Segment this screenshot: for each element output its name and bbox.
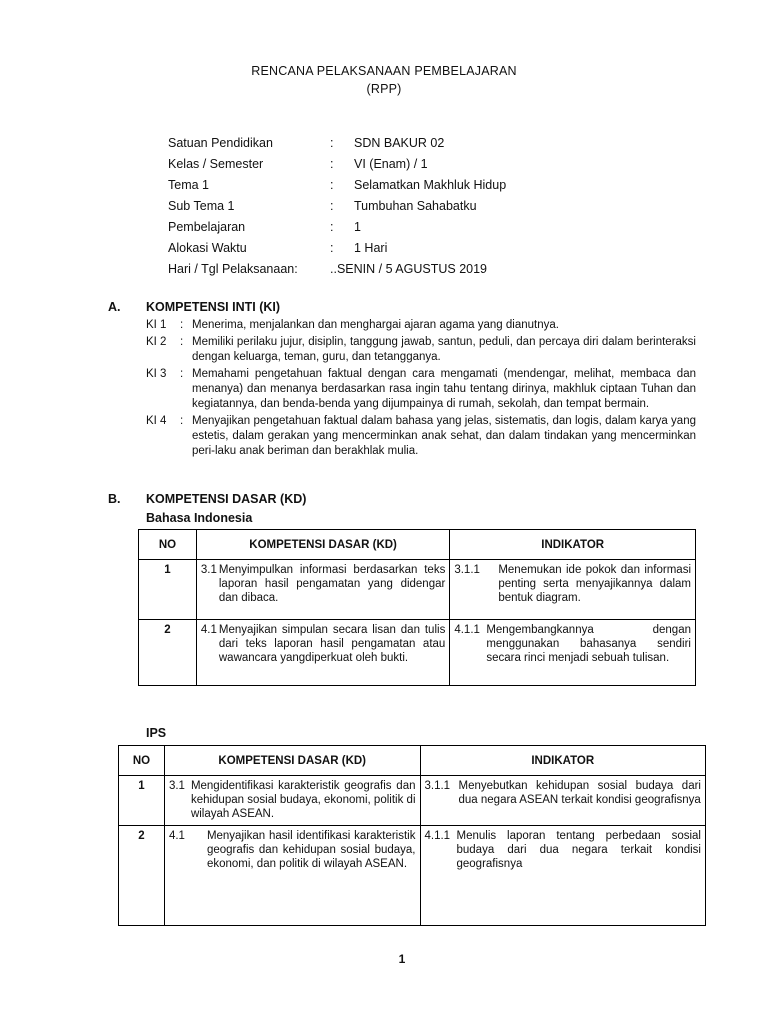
ki-code: KI 1 [146, 319, 167, 331]
ki-list [146, 318, 696, 459]
identity-value: 1 [354, 220, 361, 234]
document-subtitle: (RPP) [366, 82, 402, 96]
header-no: NO [119, 746, 165, 776]
ind-code: 4.1.1 [424, 830, 451, 842]
cell-kd [196, 620, 449, 686]
ki-text: Menerima, menjalankan dan menghargai ajaran agama yang dianutnya. [192, 319, 559, 331]
identity-label: Pembelajaran [168, 220, 246, 234]
ki-text: Memahami pengetahuan faktual dengan cara mengamati (mendengar, melihat, membaca dan menanya) dan menanya berdasarkan rasa ingin tahu tentang dirinya, makhluk ciptaan Tuhan dan kegiatannya, dan benda-benda yang dijumpainya di rumah, sekolah, dan tempat bermain. [192, 368, 696, 410]
ki-sep: : [180, 415, 184, 427]
identity-label: Hari / Tgl Pelaksanaan: [168, 262, 298, 276]
header-indikator: INDIKATOR [450, 530, 696, 560]
section-a-heading: KOMPETENSI INTI (KI) [146, 300, 281, 314]
identity-value: Selamatkan Makhluk Hidup [354, 178, 507, 192]
header-kd: KOMPETENSI DASAR (KD) [196, 530, 449, 560]
ki-text: Menyajikan pengetahuan faktual dalam bahasa yang jelas, sistematis, dan logis, dalam karya yang estetis, dalam gerakan yang mencerminkan anak sehat, dan dalam tindakan yang mencerminkan peri-laku anak beriman dan berakhlak mulia. [192, 415, 696, 457]
header-kd: KOMPETENSI DASAR (KD) [164, 746, 420, 776]
identity-value: SDN BAKUR 02 [354, 136, 445, 150]
section-b-letter: B. [108, 492, 121, 506]
identity-label: Tema 1 [168, 178, 209, 192]
kd-table-ips [118, 745, 706, 926]
identity-label: Sub Tema 1 [168, 199, 235, 213]
identity-sep: : [330, 178, 334, 192]
kd-text: Menyimpulkan informasi berdasarkan teks laporan hasil pengamatan yang didengar dan dibaca. [218, 564, 446, 604]
identity-value: 1 Hari [354, 241, 388, 255]
section-b-heading: KOMPETENSI DASAR (KD) [146, 492, 307, 506]
ki-item [146, 335, 696, 365]
kd-text: Mengidentifikasi karakteristik geografis dan kehidupan sosial budaya, ekonomi, politik di wilayah ASEAN. [190, 780, 416, 820]
subject-name-bahasa-indonesia: Bahasa Indonesia [146, 511, 253, 525]
subject-name-ips: IPS [146, 726, 167, 740]
ki-code: KI 3 [146, 368, 167, 380]
cell-indikator [450, 560, 696, 620]
identity-sep: : [330, 220, 334, 234]
kd-table-bahasa-indonesia [138, 529, 696, 686]
ki-item [146, 318, 696, 333]
ind-text: Menulis laporan tentang perbedaan sosial budaya dari dua negara terkait kondisi geografisnya [456, 830, 701, 870]
cell-no: 1 [139, 560, 197, 620]
cell-indikator [450, 620, 696, 686]
header-indikator: INDIKATOR [420, 746, 706, 776]
kd-text: Menyajikan hasil identifikasi karakteristik geografis dan kehidupan sosial budaya, ekonomi, dan politik di wilayah ASEAN. [206, 830, 416, 870]
table-row [119, 826, 706, 926]
ind-text: Mengembangkannya dengan menggunakan bahasanya sendiri secara rinci menjadi sebuah tulisan. [486, 624, 691, 664]
ki-code: KI 2 [146, 336, 167, 348]
kd-code: 3.1 [168, 780, 185, 792]
table-row [119, 776, 706, 826]
identity-value: Tumbuhan Sahabatku [354, 199, 477, 213]
cell-indikator [420, 826, 706, 926]
ki-item [146, 367, 696, 412]
identity-label: Alokasi Waktu [168, 241, 247, 255]
document-title: RENCANA PELAKSANAAN PEMBELAJARAN [251, 64, 517, 78]
identity-label: Satuan Pendidikan [168, 136, 273, 150]
ki-sep: : [180, 319, 184, 331]
ki-sep: : [180, 368, 184, 380]
table-row [139, 620, 696, 686]
cell-no: 2 [139, 620, 197, 686]
identity-value: ..SENIN / 5 AGUSTUS 2019 [330, 262, 488, 276]
ki-text: Memiliki perilaku jujur, disiplin, tanggung jawab, santun, peduli, dan percaya diri dalam berinteraksi dengan keluarga, teman, guru, dan tetangganya. [192, 336, 696, 363]
kd-text: Menyajikan simpulan secara lisan dan tulis dari teks laporan hasil pengamatan atau wawancara yangdiperkuat oleh bukti. [218, 624, 446, 664]
cell-kd [196, 560, 449, 620]
table-header-row [139, 530, 696, 560]
page-number: 1 [398, 952, 406, 966]
cell-no: 2 [119, 826, 165, 926]
cell-indikator [420, 776, 706, 826]
ki-code: KI 4 [146, 415, 167, 427]
ind-code: 3.1.1 [454, 564, 480, 576]
section-a-letter: A. [108, 300, 121, 314]
identity-label: Kelas / Semester [168, 157, 264, 171]
ki-sep: : [180, 336, 184, 348]
identity-sep: : [330, 157, 334, 171]
ind-code: 4.1.1 [454, 624, 480, 636]
cell-kd [164, 776, 420, 826]
cell-no: 1 [119, 776, 165, 826]
table-row [139, 560, 696, 620]
identity-sep: : [330, 241, 334, 255]
header-no: NO [139, 530, 197, 560]
kd-code: 4.1 [168, 830, 185, 842]
identity-sep: : [330, 199, 334, 213]
ind-text: Menemukan ide pokok dan informasi penting serta menyajikannya dalam bentuk diagram. [498, 564, 691, 604]
identity-value: VI (Enam) / 1 [354, 157, 428, 171]
ind-text: Menyebutkan kehidupan sosial budaya dari dua negara ASEAN terkait kondisi geografisnya [458, 780, 701, 806]
ki-item [146, 414, 696, 459]
kd-code: 3.1 [200, 564, 217, 576]
identity-sep: : [330, 136, 334, 150]
kd-code: 4.1 [200, 624, 217, 636]
ind-code: 3.1.1 [424, 780, 451, 792]
table-header-row [119, 746, 706, 776]
cell-kd [164, 826, 420, 926]
